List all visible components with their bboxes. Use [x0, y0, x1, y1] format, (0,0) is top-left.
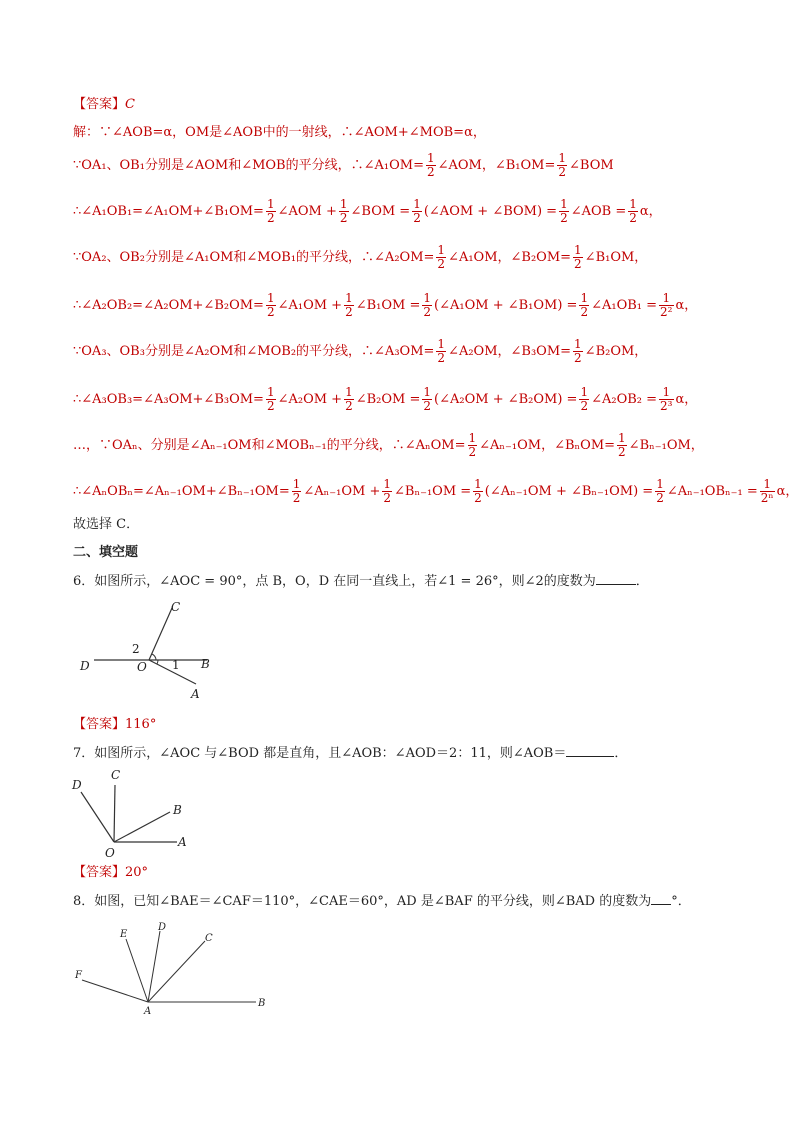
numerator: 1 [760, 478, 775, 492]
text: ∠AOM + [277, 204, 337, 219]
q5-solution-line-8 [73, 432, 704, 459]
label-angle-2: 2 [132, 642, 140, 656]
label-f: F [75, 970, 82, 981]
text: ∴∠AₙOBₙ=∠Aₙ₋₁OM+∠Bₙ₋₁OM= [73, 484, 290, 499]
ray-oc [114, 785, 115, 842]
denominator: 2 [437, 351, 446, 365]
answer-blank [596, 572, 636, 585]
fraction [412, 198, 422, 225]
q5-solution-line-6 [73, 338, 647, 365]
denominator: 2 [266, 399, 275, 413]
q8-question [73, 892, 691, 911]
text: …，∵OAₙ、分别是∠Aₙ₋₁OM和∠MOBₙ₋₁的平分线，∴∠AₙOM= [73, 438, 466, 453]
label-d: D [158, 922, 167, 933]
denominator: 2 [558, 165, 567, 179]
denominator: 2 [266, 211, 275, 225]
numerator: 1 [618, 431, 626, 445]
q7-figure [68, 766, 198, 861]
numerator: 1 [580, 291, 589, 305]
fraction [557, 152, 567, 179]
question-text: 7．如图所示，∠AOC 与∠BOD 都是直角，且∠AOB：∠AOD＝2：11，则∠AOB＝ [73, 746, 567, 761]
text: α， [675, 392, 698, 407]
ray-ob [114, 812, 170, 842]
text: ∠Aₙ₋₁OM，∠BₙOM= [479, 438, 616, 453]
text: α， [675, 298, 698, 313]
text: ∠AOB = [570, 204, 627, 219]
numerator: 1 [656, 477, 664, 491]
denominator: 2 [468, 445, 477, 459]
fraction [339, 198, 349, 225]
denominator: 2 [618, 445, 626, 459]
text: (∠A₁OM + ∠B₁OM) = [434, 298, 578, 313]
q6-figure [70, 598, 240, 708]
text: α， [776, 484, 798, 499]
label-a: A [144, 1006, 152, 1017]
denominator: 2² [660, 305, 673, 319]
denominator: 2 [383, 491, 392, 505]
numerator: 1 [345, 291, 353, 305]
text: ∠Aₙ₋₁OBₙ₋₁ = [666, 484, 758, 499]
fraction [468, 432, 478, 459]
text: ∠B₁OM = [355, 298, 421, 313]
q5-conclusion: 故选择 C． [73, 517, 140, 532]
answer-value: C [125, 97, 135, 112]
text: ∵OA₂、OB₂分别是∠A₁OM和∠MOB₁的平分线，∴∠A₂OM= [73, 250, 435, 265]
text: ∠B₂OM， [584, 344, 648, 359]
label-a: A [191, 687, 200, 701]
fraction [266, 292, 276, 319]
q5-solution-line-5 [73, 292, 697, 319]
q5-solution-line-7 [73, 386, 697, 413]
denominator: 2 [574, 257, 582, 271]
denominator: 2 [574, 351, 582, 365]
fraction [292, 478, 302, 505]
denominator: 2³ [660, 399, 673, 413]
denominator: 2 [266, 305, 275, 319]
question-text: 6．如图所示，∠AOC = 90°，点 B，O，D 在同一直线上，若∠1 = 26°，则∠2的度数为 [73, 574, 596, 589]
fraction [573, 338, 583, 365]
label-o: O [137, 660, 147, 674]
text: ∠A₁OB₁ = [591, 298, 658, 313]
fraction [579, 386, 589, 413]
answer-blank [566, 744, 614, 757]
numerator: 1 [413, 197, 421, 211]
text: ∠BOM = [350, 204, 411, 219]
fraction [422, 292, 432, 319]
text: ∠Bₙ₋₁OM， [628, 438, 704, 453]
q5-solution-line-9 [73, 478, 798, 505]
numerator: 1 [574, 337, 582, 351]
q5-solution-line-4 [73, 244, 647, 271]
label-angle-1: 1 [172, 658, 180, 672]
label-b: B [258, 998, 266, 1009]
denominator: 2 [580, 399, 589, 413]
label-b: B [201, 657, 210, 671]
denominator: 2 [339, 211, 348, 225]
ray-af [82, 980, 148, 1002]
text: (∠A₂OM + ∠B₂OM) = [434, 392, 578, 407]
label-a: A [178, 835, 187, 849]
text: ∴∠A₃OB₃=∠A₃OM+∠B₃OM= [73, 392, 264, 407]
label-c: C [205, 933, 213, 944]
numerator: 1 [629, 197, 637, 211]
fraction [436, 338, 446, 365]
fraction [659, 292, 673, 319]
denominator: 2 [423, 305, 432, 319]
q7-answer-line [73, 864, 148, 882]
numerator: 1 [426, 151, 435, 165]
denominator: 2 [580, 305, 589, 319]
fraction [344, 386, 354, 413]
denominator: 2ⁿ [760, 491, 774, 505]
text: ∠A₂OM + [277, 392, 343, 407]
denominator: 2 [345, 399, 353, 413]
answer-value: 116° [125, 717, 157, 732]
angle-arc-2 [152, 654, 156, 660]
fraction [628, 198, 638, 225]
fraction [426, 152, 436, 179]
text: ∠AOM，∠B₁OM= [437, 158, 556, 173]
label-c: C [111, 768, 121, 782]
text: ∠B₁OM， [584, 250, 648, 265]
numerator: 1 [437, 337, 446, 351]
numerator: 1 [339, 197, 348, 211]
text: ∵OA₁、OB₁分别是∠AOM和∠MOB的平分线，∴∠A₁OM= [73, 158, 424, 173]
numerator: 1 [468, 431, 477, 445]
text: ∴∠A₁OB₁=∠A₁OM+∠B₁OM= [73, 204, 264, 219]
fraction [422, 386, 432, 413]
text: ∠A₁OM，∠B₂OM= [448, 250, 572, 265]
fraction [382, 478, 392, 505]
q6-question [73, 572, 649, 591]
answer-tag: 【答案】 [73, 97, 126, 112]
text: α， [639, 204, 662, 219]
numerator: 1 [266, 197, 275, 211]
numerator: 1 [574, 243, 582, 257]
denominator: 2 [560, 211, 568, 225]
text: ∠A₂OB₂ = [591, 392, 658, 407]
numerator: 1 [580, 385, 589, 399]
fraction [617, 432, 627, 459]
answer-blank [651, 892, 671, 905]
fraction [266, 386, 276, 413]
fraction [659, 386, 673, 413]
numerator: 1 [474, 477, 482, 491]
question-text: 8．如图，已知∠BAE＝∠CAF＝110°，∠CAE＝60°，AD 是∠BAF 的平分线，则∠BAD 的度数为 [73, 894, 652, 909]
fraction [344, 292, 354, 319]
answer-value: 20° [125, 865, 149, 880]
denominator: 2 [423, 399, 432, 413]
section-heading: 二、填空题 [73, 545, 139, 560]
denominator: 2 [474, 491, 482, 505]
numerator: 1 [266, 291, 275, 305]
label-o: O [105, 846, 115, 860]
label-d: D [72, 778, 82, 792]
ray-od [81, 792, 114, 842]
q5-solution-line-3 [73, 198, 662, 225]
fraction [473, 478, 483, 505]
text: ∠B₂OM = [355, 392, 421, 407]
numerator: 1 [558, 151, 567, 165]
fraction [655, 478, 665, 505]
denominator: 2 [345, 305, 353, 319]
fraction [579, 292, 589, 319]
question-text-end: ． [635, 574, 649, 589]
numerator: 1 [292, 477, 301, 491]
numerator: 1 [423, 385, 432, 399]
answer-tag: 【答案】 [73, 717, 126, 732]
text: ∠BOM [569, 158, 614, 173]
question-text-end: °． [671, 894, 691, 909]
numerator: 1 [560, 197, 568, 211]
label-b: B [173, 803, 182, 817]
text: ∴∠A₂OB₂=∠A₂OM+∠B₂OM= [73, 298, 264, 313]
text: (∠Aₙ₋₁OM + ∠Bₙ₋₁OM) = [484, 484, 654, 499]
text: ∠A₁OM + [277, 298, 343, 313]
text: ∠Aₙ₋₁OM + [303, 484, 381, 499]
fraction [559, 198, 569, 225]
label-c: C [171, 600, 181, 614]
q5-answer-line [73, 96, 135, 114]
q7-question [73, 744, 627, 763]
fraction [436, 244, 446, 271]
answer-tag: 【答案】 [73, 865, 126, 880]
q6-answer-line [73, 716, 156, 734]
numerator: 1 [437, 243, 446, 257]
denominator: 2 [413, 211, 421, 225]
text: (∠AOM + ∠BOM) = [423, 204, 558, 219]
denominator: 2 [426, 165, 435, 179]
numerator: 1 [659, 386, 673, 400]
text: ∠Bₙ₋₁OM = [394, 484, 472, 499]
q5-solution-line-1: 解：∵∠AOB=α，OM是∠AOB中的一射线，∴∠AOM+∠MOB=α， [73, 125, 486, 140]
q5-solution-line-2 [73, 152, 614, 179]
denominator: 2 [629, 211, 637, 225]
numerator: 1 [423, 291, 432, 305]
denominator: 2 [292, 491, 301, 505]
ray-ae [126, 939, 148, 1002]
numerator: 1 [383, 477, 392, 491]
numerator: 1 [345, 385, 353, 399]
denominator: 2 [656, 491, 664, 505]
question-text-end: ． [614, 746, 628, 761]
label-d: D [80, 659, 90, 673]
numerator: 1 [659, 292, 673, 306]
ray-oc [149, 608, 172, 660]
text: ∠A₂OM，∠B₃OM= [448, 344, 572, 359]
fraction [760, 478, 775, 505]
fraction [573, 244, 583, 271]
text: ∵OA₃、OB₃分别是∠A₂OM和∠MOB₂的平分线，∴∠A₃OM= [73, 344, 435, 359]
numerator: 1 [266, 385, 275, 399]
q8-figure [70, 920, 280, 1020]
label-e: E [120, 929, 128, 940]
fraction [266, 198, 276, 225]
denominator: 2 [437, 257, 446, 271]
